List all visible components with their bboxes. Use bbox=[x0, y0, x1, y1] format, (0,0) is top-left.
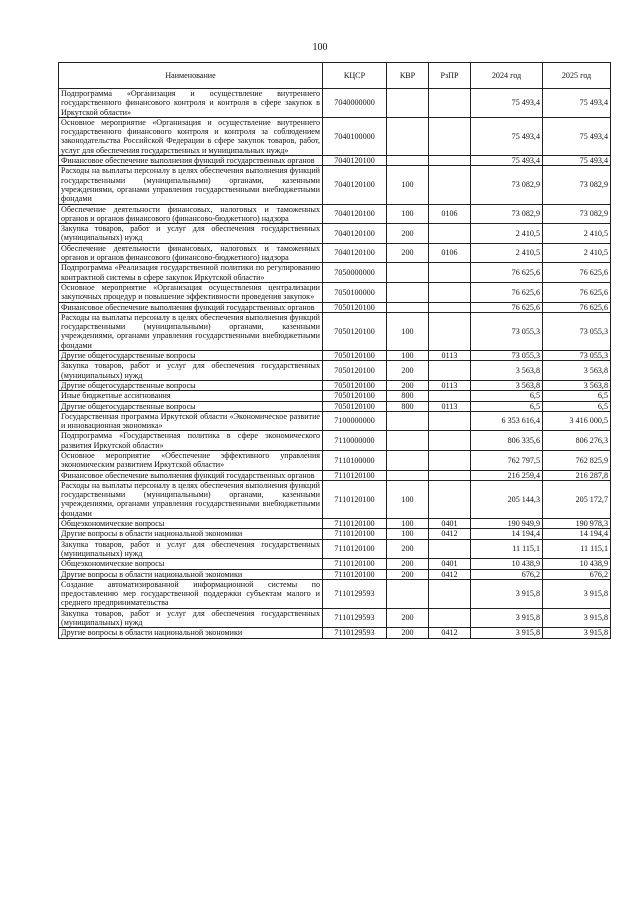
cell-kvr: 200 bbox=[387, 628, 429, 638]
cell-kvr bbox=[387, 156, 429, 166]
cell-rzpr bbox=[429, 431, 471, 451]
cell-2024: 73 055,3 bbox=[471, 312, 543, 350]
cell-kvr: 100 bbox=[387, 480, 429, 518]
cell-rzpr bbox=[429, 579, 471, 608]
cell-name: Закупка товаров, работ и услуг для обеспечения государственных (муниципальных) нужд bbox=[59, 224, 323, 244]
cell-kcsr: 7040120100 bbox=[323, 166, 387, 204]
cell-kvr bbox=[387, 411, 429, 431]
table-row bbox=[59, 431, 611, 451]
cell-2025: 10 438,9 bbox=[543, 559, 611, 569]
cell-name: Основное мероприятие «Организация и осуществление внутреннего государственного финансового контроля и контроля за соблюдением законодательства Российской Федерации в сфере закупок товаров, работ, услуг для обеспечения государственных и муниципальных нужд» bbox=[59, 117, 323, 155]
cell-2024: 73 082,9 bbox=[471, 204, 543, 224]
cell-kvr: 100 bbox=[387, 166, 429, 204]
cell-2024: 205 144,3 bbox=[471, 480, 543, 518]
cell-2024: 76 625,6 bbox=[471, 282, 543, 302]
cell-kcsr: 7040120100 bbox=[323, 243, 387, 263]
cell-kcsr: 7050120100 bbox=[323, 312, 387, 350]
cell-name: Обеспечение деятельности финансовых, налоговых и таможенных органов и органов финансового (финансово-бюджетного) надзора bbox=[59, 204, 323, 224]
cell-kcsr: 7100000000 bbox=[323, 411, 387, 431]
cell-2024: 806 335,6 bbox=[471, 431, 543, 451]
cell-name: Создание автоматизированной информационной системы по предоставлению мер государственной поддержки субъектам малого и среднего предпринимательства bbox=[59, 579, 323, 608]
cell-rzpr bbox=[429, 89, 471, 118]
cell-kvr: 200 bbox=[387, 559, 429, 569]
table-row bbox=[59, 450, 611, 470]
cell-kcsr: 7110120100 bbox=[323, 529, 387, 539]
cell-2025: 73 082,9 bbox=[543, 204, 611, 224]
cell-rzpr bbox=[429, 263, 471, 283]
cell-kcsr: 7110000000 bbox=[323, 431, 387, 451]
cell-name: Другие вопросы в области национальной экономики bbox=[59, 628, 323, 638]
cell-2024: 3 563,8 bbox=[471, 361, 543, 381]
cell-name: Другие общегосударственные вопросы bbox=[59, 351, 323, 361]
cell-2025: 3 915,8 bbox=[543, 579, 611, 608]
cell-2024: 75 493,4 bbox=[471, 156, 543, 166]
cell-kvr: 200 bbox=[387, 539, 429, 559]
cell-name: Финансовое обеспечение выполнения функций государственных органов bbox=[59, 470, 323, 480]
cell-kcsr: 7050120100 bbox=[323, 380, 387, 390]
cell-2025: 216 287,8 bbox=[543, 470, 611, 480]
cell-name: Другие вопросы в области национальной экономики bbox=[59, 569, 323, 579]
cell-kcsr: 7110100000 bbox=[323, 450, 387, 470]
cell-name: Закупка товаров, работ и услуг для обеспечения государственных (муниципальных) нужд bbox=[59, 608, 323, 628]
page-number: 100 bbox=[312, 42, 328, 53]
cell-kcsr: 7040120100 bbox=[323, 224, 387, 244]
cell-kcsr: 7110129593 bbox=[323, 628, 387, 638]
cell-kvr: 200 bbox=[387, 243, 429, 263]
cell-rzpr: 0412 bbox=[429, 628, 471, 638]
cell-2025: 806 276,3 bbox=[543, 431, 611, 451]
cell-name: Иные бюджетные ассигнования bbox=[59, 391, 323, 401]
cell-2024: 76 625,6 bbox=[471, 302, 543, 312]
cell-kcsr: 7040100000 bbox=[323, 117, 387, 155]
cell-2025: 75 493,4 bbox=[543, 117, 611, 155]
cell-rzpr: 0113 bbox=[429, 401, 471, 411]
table-row bbox=[59, 351, 611, 361]
cell-2025: 6,5 bbox=[543, 401, 611, 411]
cell-rzpr: 0113 bbox=[429, 351, 471, 361]
cell-kvr bbox=[387, 470, 429, 480]
table-row bbox=[59, 539, 611, 559]
cell-rzpr bbox=[429, 302, 471, 312]
cell-name: Общеэкономические вопросы bbox=[59, 559, 323, 569]
cell-kcsr: 7110129593 bbox=[323, 608, 387, 628]
cell-rzpr bbox=[429, 282, 471, 302]
cell-2025: 2 410,5 bbox=[543, 243, 611, 263]
cell-kvr: 200 bbox=[387, 569, 429, 579]
cell-rzpr: 0106 bbox=[429, 204, 471, 224]
cell-2024: 73 055,3 bbox=[471, 351, 543, 361]
table-row bbox=[59, 401, 611, 411]
cell-kvr bbox=[387, 302, 429, 312]
cell-2024: 190 949,9 bbox=[471, 519, 543, 529]
cell-2024: 11 115,1 bbox=[471, 539, 543, 559]
cell-kcsr: 7050120100 bbox=[323, 391, 387, 401]
table-row bbox=[59, 224, 611, 244]
table-row bbox=[59, 361, 611, 381]
cell-2025: 3 563,8 bbox=[543, 380, 611, 390]
table-row bbox=[59, 204, 611, 224]
table-row bbox=[59, 243, 611, 263]
table-row bbox=[59, 628, 611, 638]
table-row bbox=[59, 569, 611, 579]
cell-kcsr: 7050120100 bbox=[323, 361, 387, 381]
cell-2024: 14 194,4 bbox=[471, 529, 543, 539]
cell-2024: 75 493,4 bbox=[471, 89, 543, 118]
cell-2025: 205 172,7 bbox=[543, 480, 611, 518]
cell-rzpr bbox=[429, 411, 471, 431]
cell-rzpr bbox=[429, 117, 471, 155]
cell-rzpr bbox=[429, 539, 471, 559]
cell-rzpr: 0401 bbox=[429, 519, 471, 529]
cell-kvr: 100 bbox=[387, 529, 429, 539]
table-row bbox=[59, 89, 611, 118]
cell-kvr bbox=[387, 579, 429, 608]
table-row bbox=[59, 411, 611, 431]
column-header-kvr: КВР bbox=[387, 63, 429, 89]
cell-2025: 3 416 000,5 bbox=[543, 411, 611, 431]
cell-rzpr bbox=[429, 470, 471, 480]
cell-2024: 2 410,5 bbox=[471, 243, 543, 263]
cell-kcsr: 7110120100 bbox=[323, 470, 387, 480]
cell-2024: 3 915,8 bbox=[471, 608, 543, 628]
cell-name: Обеспечение деятельности финансовых, налоговых и таможенных органов и органов финансового (финансово-бюджетного) надзора bbox=[59, 243, 323, 263]
cell-2024: 6 353 616,4 bbox=[471, 411, 543, 431]
cell-rzpr: 0412 bbox=[429, 529, 471, 539]
cell-2025: 3 563,8 bbox=[543, 361, 611, 381]
cell-2024: 3 563,8 bbox=[471, 380, 543, 390]
cell-name: Финансовое обеспечение выполнения функций государственных органов bbox=[59, 156, 323, 166]
table-row bbox=[59, 282, 611, 302]
cell-2024: 75 493,4 bbox=[471, 117, 543, 155]
cell-2024: 762 797,5 bbox=[471, 450, 543, 470]
cell-kvr bbox=[387, 450, 429, 470]
cell-name: Подпрограмма «Организация и осуществление внутреннего государственного финансового контроля и контроля в сфере закупок в Иркутской области» bbox=[59, 89, 323, 118]
cell-name: Общеэкономические вопросы bbox=[59, 519, 323, 529]
cell-name: Расходы на выплаты персоналу в целях обеспечения выполнения функций государственными (муниципальными) органами, казенными учреждениями, органами управления государственными внебюджетными фондами bbox=[59, 480, 323, 518]
table-row bbox=[59, 302, 611, 312]
cell-2025: 676,2 bbox=[543, 569, 611, 579]
cell-2024: 2 410,5 bbox=[471, 224, 543, 244]
cell-rzpr: 0401 bbox=[429, 559, 471, 569]
column-header-name: Наименование bbox=[59, 63, 323, 89]
cell-name: Основное мероприятие «Организация осуществления централизации закупочных процедур и повышение эффективности проведения закупок» bbox=[59, 282, 323, 302]
cell-2024: 3 915,8 bbox=[471, 579, 543, 608]
cell-rzpr bbox=[429, 450, 471, 470]
cell-2025: 76 625,6 bbox=[543, 263, 611, 283]
cell-kcsr: 7040120100 bbox=[323, 204, 387, 224]
cell-rzpr bbox=[429, 391, 471, 401]
cell-kvr bbox=[387, 263, 429, 283]
cell-kcsr: 7050000000 bbox=[323, 263, 387, 283]
cell-2025: 73 082,9 bbox=[543, 166, 611, 204]
cell-2024: 3 915,8 bbox=[471, 628, 543, 638]
cell-2025: 11 115,1 bbox=[543, 539, 611, 559]
cell-rzpr: 0412 bbox=[429, 569, 471, 579]
table-row bbox=[59, 579, 611, 608]
cell-2025: 190 978,3 bbox=[543, 519, 611, 529]
table-row bbox=[59, 117, 611, 155]
column-header-kcsr: КЦСР bbox=[323, 63, 387, 89]
cell-kvr: 200 bbox=[387, 608, 429, 628]
cell-2025: 2 410,5 bbox=[543, 224, 611, 244]
table-row bbox=[59, 529, 611, 539]
table-row bbox=[59, 380, 611, 390]
cell-name: Расходы на выплаты персоналу в целях обеспечения выполнения функций государственными (муниципальными) органами, казенными учреждениями, органами управления государственными внебюджетными фондами bbox=[59, 312, 323, 350]
cell-kcsr: 7110120100 bbox=[323, 539, 387, 559]
cell-rzpr bbox=[429, 166, 471, 204]
table-row bbox=[59, 470, 611, 480]
cell-2025: 73 055,3 bbox=[543, 351, 611, 361]
budget-table bbox=[58, 62, 611, 639]
cell-rzpr: 0106 bbox=[429, 243, 471, 263]
cell-2025: 73 055,3 bbox=[543, 312, 611, 350]
cell-name: Государственная программа Иркутской области «Экономическое развитие и инновационная экономика» bbox=[59, 411, 323, 431]
table-row bbox=[59, 312, 611, 350]
cell-kvr bbox=[387, 89, 429, 118]
table-row bbox=[59, 608, 611, 628]
cell-kcsr: 7110120100 bbox=[323, 559, 387, 569]
table-row bbox=[59, 480, 611, 518]
cell-name: Другие вопросы в области национальной экономики bbox=[59, 529, 323, 539]
cell-name: Расходы на выплаты персоналу в целях обеспечения выполнения функций государственными (муниципальными) органами, казенными учреждениями, органами управления государственными внебюджетными фондами bbox=[59, 166, 323, 204]
cell-rzpr bbox=[429, 480, 471, 518]
cell-kcsr: 7050120100 bbox=[323, 351, 387, 361]
table-row bbox=[59, 166, 611, 204]
cell-kcsr: 7110120100 bbox=[323, 519, 387, 529]
table-row bbox=[59, 519, 611, 529]
cell-2025: 762 825,9 bbox=[543, 450, 611, 470]
cell-kcsr: 7050100000 bbox=[323, 282, 387, 302]
table-row bbox=[59, 263, 611, 283]
cell-rzpr bbox=[429, 312, 471, 350]
cell-kcsr: 7050120100 bbox=[323, 401, 387, 411]
cell-rzpr: 0113 bbox=[429, 380, 471, 390]
cell-kcsr: 7110120100 bbox=[323, 569, 387, 579]
cell-2024: 76 625,6 bbox=[471, 263, 543, 283]
table-body bbox=[59, 89, 611, 639]
cell-name: Подпрограмма «Государственная политика в сфере экономического развития Иркутской области» bbox=[59, 431, 323, 451]
cell-name: Закупка товаров, работ и услуг для обеспечения государственных (муниципальных) нужд bbox=[59, 539, 323, 559]
column-header-2024: 2024 год bbox=[471, 63, 543, 89]
cell-kvr: 100 bbox=[387, 204, 429, 224]
cell-kcsr: 7040120100 bbox=[323, 156, 387, 166]
cell-2025: 3 915,8 bbox=[543, 608, 611, 628]
cell-name: Другие общегосударственные вопросы bbox=[59, 401, 323, 411]
cell-2024: 216 259,4 bbox=[471, 470, 543, 480]
cell-kvr bbox=[387, 117, 429, 155]
cell-kvr bbox=[387, 282, 429, 302]
cell-kcsr: 7040000000 bbox=[323, 89, 387, 118]
cell-2025: 75 493,4 bbox=[543, 156, 611, 166]
cell-kvr: 800 bbox=[387, 391, 429, 401]
cell-kvr bbox=[387, 431, 429, 451]
cell-kvr: 100 bbox=[387, 519, 429, 529]
table-row bbox=[59, 391, 611, 401]
column-header-2025: 2025 год bbox=[543, 63, 611, 89]
column-header-rzpr: РзПР bbox=[429, 63, 471, 89]
cell-2024: 6,5 bbox=[471, 401, 543, 411]
cell-kcsr: 7110120100 bbox=[323, 480, 387, 518]
cell-name: Другие общегосударственные вопросы bbox=[59, 380, 323, 390]
cell-kvr: 200 bbox=[387, 380, 429, 390]
cell-name: Закупка товаров, работ и услуг для обеспечения государственных (муниципальных) нужд bbox=[59, 361, 323, 381]
cell-name: Подпрограмма «Реализация государственной политики по регулированию контрактной системы в сфере закупок Иркутской области» bbox=[59, 263, 323, 283]
cell-name: Финансовое обеспечение выполнения функций государственных органов bbox=[59, 302, 323, 312]
cell-2025: 75 493,4 bbox=[543, 89, 611, 118]
cell-kvr: 100 bbox=[387, 351, 429, 361]
cell-rzpr bbox=[429, 361, 471, 381]
cell-2025: 14 194,4 bbox=[543, 529, 611, 539]
cell-2024: 10 438,9 bbox=[471, 559, 543, 569]
cell-kcsr: 7050120100 bbox=[323, 302, 387, 312]
cell-2024: 6,5 bbox=[471, 391, 543, 401]
cell-2025: 76 625,6 bbox=[543, 302, 611, 312]
cell-rzpr bbox=[429, 156, 471, 166]
cell-kvr: 800 bbox=[387, 401, 429, 411]
cell-kvr: 100 bbox=[387, 312, 429, 350]
cell-2024: 676,2 bbox=[471, 569, 543, 579]
cell-2025: 76 625,6 bbox=[543, 282, 611, 302]
cell-2024: 73 082,9 bbox=[471, 166, 543, 204]
cell-rzpr bbox=[429, 224, 471, 244]
cell-name: Основное мероприятие «Обеспечение эффективного управления экономическим развитием Иркутской области» bbox=[59, 450, 323, 470]
table-row bbox=[59, 559, 611, 569]
cell-rzpr bbox=[429, 608, 471, 628]
cell-kcsr: 7110129593 bbox=[323, 579, 387, 608]
cell-2025: 3 915,8 bbox=[543, 628, 611, 638]
table-header-row bbox=[59, 63, 611, 89]
cell-kvr: 200 bbox=[387, 224, 429, 244]
cell-kvr: 200 bbox=[387, 361, 429, 381]
cell-2025: 6,5 bbox=[543, 391, 611, 401]
table-row bbox=[59, 156, 611, 166]
